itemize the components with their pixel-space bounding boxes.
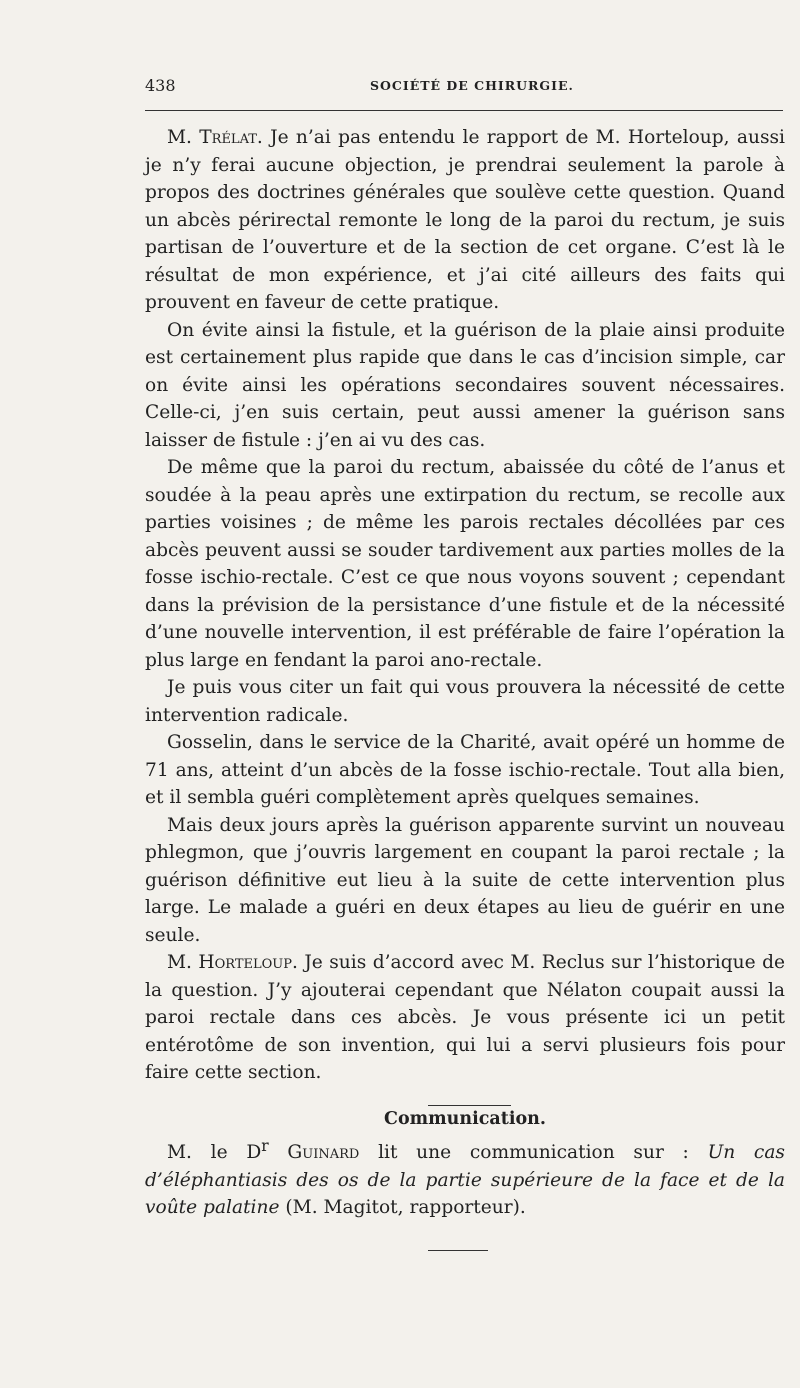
communication-title: Un cas d’éléphantiasis des os de la partie supérieure de la face et de la voûte palatine [145,1142,785,1219]
header-rule [145,110,783,111]
author-name: Guinard [268,1142,360,1164]
speaker-trelat: M. Trélat. [167,127,263,148]
end-divider [428,1250,488,1251]
paragraph-text: Je suis d’accord avec M. Reclus sur l’historique de la question. J’y ajouterai cependant que Nélaton coupait aussi la paroi rectale dans ces abcès. Je vous présente ici un petit entérotôme de son invention, qui lui a servi plusieurs fois pour faire cette section. [145,952,785,1083]
paragraph-horteloup [145,949,785,1087]
paragraph: On évite ainsi la fistule, et la guérison de la plaie ainsi produite est certainement plus rapide que dans le cas d’incision simple, car on évite ainsi les opérations secondaires souvent nécessaires. Celle-ci, j’en suis certain, peut aussi amener la guérison sans laisser de fistule : j’en ai vu des cas. [145,319,785,451]
paragraph-text: Je n’ai pas entendu le rapport de M. Horteloup, aussi je n’y ferai aucune objection, je prendrai seulement la parole à propos des doctrines générales que soulève cette question. Quand un abcès périrectal remonte le long de la paroi du rectum, je suis partisan de l’ouverture et de la section de cet organe. C’est là le résultat de mon expérience, et j’ai cité ailleurs des faits qui prouvent en faveur de cette pratique. [145,127,785,313]
communication-sup: r [261,1137,269,1155]
communication-mid: lit une communication sur : [359,1142,708,1164]
paragraph: Mais deux jours après la guérison apparente survint un nouveau phlegmon, que j’ouvris largement en coupant la paroi rectale ; la guérison définitive eut lieu à la suite de cette intervention plus large. Le malade a guéri en deux étapes au lieu de guérir en une seule. [145,814,785,946]
communication-suffix: (M. Magitot, rapporteur). [279,1197,526,1219]
running-title: SOCIÉTÉ DE CHIRURGIE. [370,78,574,93]
paragraph: Je puis vous citer un fait qui vous prouvera la nécessité de cette intervention radicale. [145,677,785,726]
paragraph-communication [145,1133,785,1222]
paragraph-trelat [145,124,785,317]
body-text [145,124,785,1251]
page-number: 438 [145,76,176,95]
page-header [145,76,785,100]
communication-prefix: M. le D [167,1142,262,1164]
speaker-horteloup: M. Horteloup. [167,952,298,973]
paragraph: Gosselin, dans le service de la Charité, avait opéré un homme de 71 ans, atteint d’un abcès de la fosse ischio-rectale. Tout alla bien, et il sembla guéri complètement après quelques semaines. [145,732,785,808]
section-title: Communication. [384,1108,546,1129]
paragraph: De même que la paroi du rectum, abaissée du côté de l’anus et soudée à la peau après une extirpation du rectum, se recolle aux parties voisines ; de même les parois rectales décollées par ces abcès peuvent aussi se souder tardivement aux parties molles de la fosse ischio-rectale. C’est ce que nous voyons souvent ; cependant dans la prévision de la persistance d’une fistule et de la nécessité d’une nouvelle intervention, il est préférable de faire l’opération la plus large en fendant la paroi ano-rectale. [145,457,785,671]
